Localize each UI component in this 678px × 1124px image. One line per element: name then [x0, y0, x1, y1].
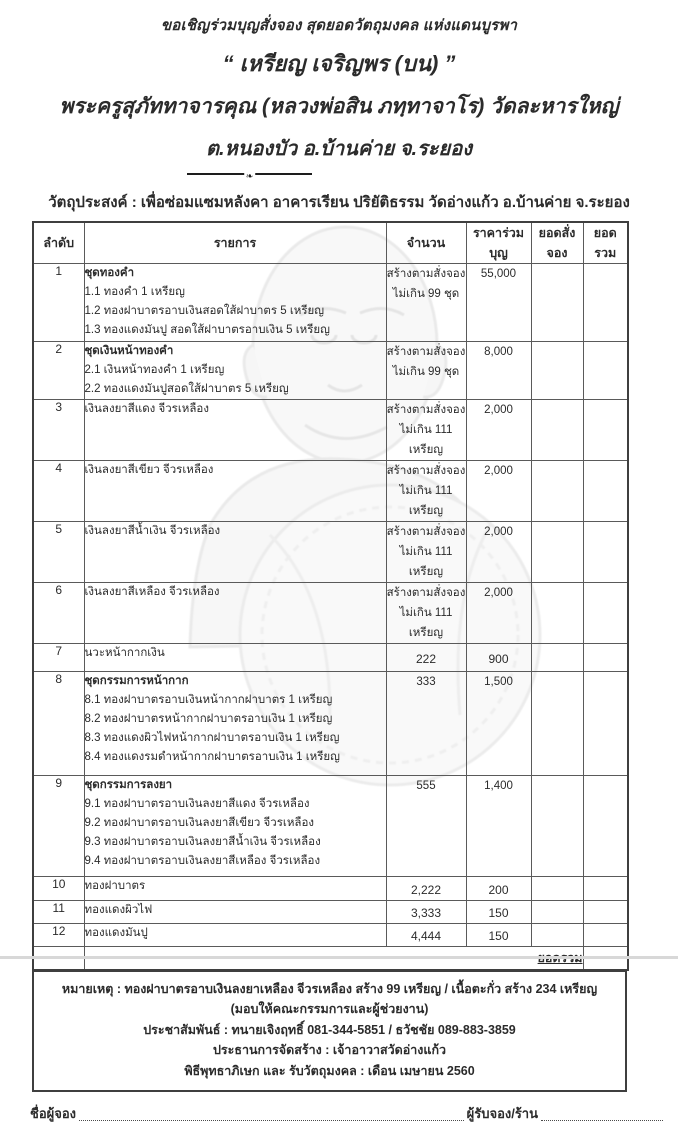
col-header-total: ยอดรวม — [583, 222, 628, 264]
note-contact: ประชาสัมพันธ์ : ทนายเจิงฤทธิ์ 081-344-5851 / ธวัชชัย 089-883-3859 — [143, 1022, 516, 1037]
total-cell-blank — [583, 901, 628, 924]
row-price: 2,000 — [466, 583, 531, 644]
row-price: 8,000 — [466, 342, 531, 400]
monk-temple-line: พระครูสุภัททาจารคุณ (หลวงพ่อสิน ภทฺทาจาโร) วัดละหารใหญ่ — [59, 95, 619, 118]
row-no: 12 — [33, 924, 84, 947]
row-item — [84, 644, 386, 672]
invitation-line: ขอเชิญร่วมบุญสั่งจอง สุดยอดวัตถุมงคล แห่งแดนบูรพา — [160, 17, 518, 34]
row-item — [84, 400, 386, 461]
row-no: 5 — [33, 522, 84, 583]
item-line: 1.3 ทองแดงมันปู สอดใส้ฝาบาตรอาบเงิน 5 เหรียญ — [84, 324, 330, 336]
row-price: 200 — [466, 877, 531, 901]
item-title: ทองแดงผิวไฟ — [84, 904, 153, 916]
row-item — [84, 776, 386, 877]
row-price: 1,400 — [466, 776, 531, 877]
item-title: เงินลงยาสีน้ำเงิน จีวรเหลือง — [84, 525, 221, 537]
row-item — [84, 583, 386, 644]
ordered-cell-blank — [531, 264, 583, 342]
signature-row — [30, 1103, 666, 1124]
total-cell-blank — [583, 776, 628, 877]
col-header-qty: จำนวน — [386, 222, 466, 264]
ordered-cell-blank — [531, 877, 583, 901]
col-header-ordered: ยอดสั่งจอง — [531, 222, 583, 264]
row-item — [84, 264, 386, 342]
order-table — [32, 221, 629, 971]
row-no: 6 — [33, 583, 84, 644]
document-header — [0, 0, 678, 214]
table-row — [33, 400, 628, 461]
note-ceremony-date: พิธีพุทธาภิเษก และ รับวัตถุมงคล : เดือน เมษายน 2560 — [184, 1063, 475, 1078]
total-cell-blank — [583, 672, 628, 776]
ordered-cell-blank — [531, 461, 583, 522]
table-row — [33, 461, 628, 522]
receiver-shop-label: ผู้รับจอง/ร้าน — [466, 1106, 538, 1121]
row-qty: สร้างตามสั่งจอง ไม่เกิน 111 เหรียญ — [386, 400, 466, 461]
row-qty: 4,444 — [386, 924, 466, 947]
total-cell-blank — [583, 924, 628, 947]
table-row — [33, 644, 628, 672]
total-cell-blank — [583, 877, 628, 901]
orderer-name-blank — [79, 1118, 464, 1121]
row-qty: 222 — [386, 644, 466, 672]
item-line: 9.2 ทองฝาบาตรอาบเงินลงยาสีเขียว จีวรเหลือง — [84, 817, 314, 829]
item-line: 9.1 ทองฝาบาตรอาบเงินลงยาสีแดง จีวรเหลือง — [84, 798, 310, 810]
item-line: 2.1 เงินหน้าทองคำ 1 เหรียญ — [84, 364, 225, 376]
scan-edge-artifact — [0, 956, 678, 959]
table-row — [33, 522, 628, 583]
item-title: ชุดกรรมการลงยา — [84, 779, 173, 791]
row-price: 2,000 — [466, 461, 531, 522]
row-no: 10 — [33, 877, 84, 901]
note-chairman: ประธานการจัดสร้าง : เจ้าอาวาสวัดอ่างแก้ว — [212, 1043, 447, 1057]
item-title: เงินลงยาสีเหลือง จีวรเหลือง — [84, 586, 220, 598]
row-price: 55,000 — [466, 264, 531, 342]
item-line: 8.4 ทองแดงรมดำหน้ากากฝาบาตรอาบเงิน 1 เหรียญ — [84, 751, 340, 763]
ordered-cell-blank — [531, 522, 583, 583]
amulet-title: “ เหรียญ เจริญพร (บน) ” — [222, 51, 456, 76]
table-header-row — [33, 222, 628, 264]
item-title: ทองฝาบาตร — [84, 880, 146, 892]
item-title: ชุดเงินหน้าทองคำ — [84, 345, 174, 357]
ordered-cell-blank — [531, 776, 583, 877]
notes-box — [32, 970, 627, 1093]
row-qty: 555 — [386, 776, 466, 877]
row-item — [84, 901, 386, 924]
row-qty: สร้างตามสั่งจอง ไม่เกิน 99 ชุด — [386, 264, 466, 342]
item-line: 8.1 ทองฝาบาตรอาบเงินหน้ากากฝาบาตร 1 เหรียญ — [84, 694, 333, 706]
table-row — [33, 264, 628, 342]
col-header-no: ลำดับ — [33, 222, 84, 264]
row-qty: 2,222 — [386, 877, 466, 901]
row-no: 11 — [33, 901, 84, 924]
item-line: 9.4 ทองฝาบาตรอาบเงินลงยาสีเหลือง จีวรเหลือง — [84, 855, 321, 867]
location-line: ต.หนองบัว อ.บ้านค่าย จ.ระยอง — [206, 138, 472, 160]
row-no: 7 — [33, 644, 84, 672]
ordered-cell-blank — [531, 901, 583, 924]
total-cell-blank — [583, 583, 628, 644]
item-line: 8.2 ทองฝาบาตรหน้ากากฝาบาตรอาบเงิน 1 เหรียญ — [84, 713, 333, 725]
item-title: ทองแดงมันปู — [84, 927, 148, 939]
col-header-price: ราคาร่วมบุญ — [466, 222, 531, 264]
section-divider-ornament: ❧ — [187, 173, 312, 182]
row-item — [84, 672, 386, 776]
table-row — [33, 672, 628, 776]
item-title: เงินลงยาสีแดง จีวรเหลือง — [84, 403, 209, 415]
item-line: 1.1 ทองคำ 1 เหรียญ — [84, 286, 185, 298]
table-row — [33, 877, 628, 901]
table-row — [33, 583, 628, 644]
row-price: 2,000 — [466, 522, 531, 583]
table-row — [33, 901, 628, 924]
row-no: 4 — [33, 461, 84, 522]
row-qty: สร้างตามสั่งจอง ไม่เกิน 111 เหรียญ — [386, 583, 466, 644]
row-no: 3 — [33, 400, 84, 461]
ordered-cell-blank — [531, 924, 583, 947]
total-cell-blank — [583, 400, 628, 461]
row-price: 900 — [466, 644, 531, 672]
table-row — [33, 924, 628, 947]
table-row — [33, 342, 628, 400]
row-price: 1,500 — [466, 672, 531, 776]
ordered-cell-blank — [531, 644, 583, 672]
ordered-cell-blank — [531, 400, 583, 461]
orderer-name-label: ชื่อผู้จอง — [30, 1106, 77, 1121]
row-price: 150 — [466, 924, 531, 947]
ordered-cell-blank — [531, 583, 583, 644]
row-item — [84, 522, 386, 583]
note-committee: (มอบให้คณะกรรมการและผู้ช่วยงาน) — [230, 1002, 429, 1016]
note-remark: หมายเหตุ : ทองฝาบาตรอาบเงินลงยาเหลือง จีวรเหลือง สร้าง 99 เหรียญ / เนื้อตะกั่ว สร้าง 234 เหรียญ — [61, 981, 598, 996]
row-no: 9 — [33, 776, 84, 877]
item-title: ชุดทองคำ — [84, 267, 135, 279]
total-cell-blank — [583, 461, 628, 522]
total-cell-blank — [583, 342, 628, 400]
row-item — [84, 924, 386, 947]
row-item — [84, 461, 386, 522]
ordered-cell-blank — [531, 672, 583, 776]
total-cell-blank — [583, 644, 628, 672]
row-item — [84, 342, 386, 400]
row-qty: สร้างตามสั่งจอง ไม่เกิน 99 ชุด — [386, 342, 466, 400]
item-title: เงินลงยาสีเขียว จีวรเหลือง — [84, 464, 214, 476]
item-line: 9.3 ทองฝาบาตรอาบเงินลงยาสีน้ำเงิน จีวรเหลือง — [84, 836, 321, 848]
row-price: 150 — [466, 901, 531, 924]
receiver-shop-blank — [541, 1118, 663, 1121]
item-title: ชุดกรรมการหน้ากาก — [84, 675, 189, 687]
row-no: 1 — [33, 264, 84, 342]
row-qty: สร้างตามสั่งจอง ไม่เกิน 111 เหรียญ — [386, 522, 466, 583]
item-line: 1.2 ทองฝาบาตรอาบเงินสอดใส้ฝาบาตร 5 เหรียญ — [84, 305, 325, 317]
row-no: 8 — [33, 672, 84, 776]
purpose-line: วัตถุประสงค์ : เพื่อซ่อมแซมหลังคา อาคารเรียน ปริยัติธรรม วัดอ่างแก้ว อ.บ้านค่าย จ.ระยอง — [48, 194, 630, 211]
ordered-cell-blank — [531, 342, 583, 400]
item-line: 2.2 ทองแดงมันปูสอดใส้ฝาบาตร 5 เหรียญ — [84, 383, 289, 395]
total-cell-blank — [583, 522, 628, 583]
row-no: 2 — [33, 342, 84, 400]
table-row — [33, 776, 628, 877]
item-line: 8.3 ทองแดงผิวไฟหน้ากากฝาบาตรอาบเงิน 1 เหรียญ — [84, 732, 340, 744]
row-qty: สร้างตามสั่งจอง ไม่เกิน 111 เหรียญ — [386, 461, 466, 522]
row-price: 2,000 — [466, 400, 531, 461]
row-qty: 3,333 — [386, 901, 466, 924]
total-cell-blank — [583, 264, 628, 342]
col-header-item: รายการ — [84, 222, 386, 264]
item-title: นวะหน้ากากเงิน — [84, 647, 165, 659]
row-qty: 333 — [386, 672, 466, 776]
row-item — [84, 877, 386, 901]
